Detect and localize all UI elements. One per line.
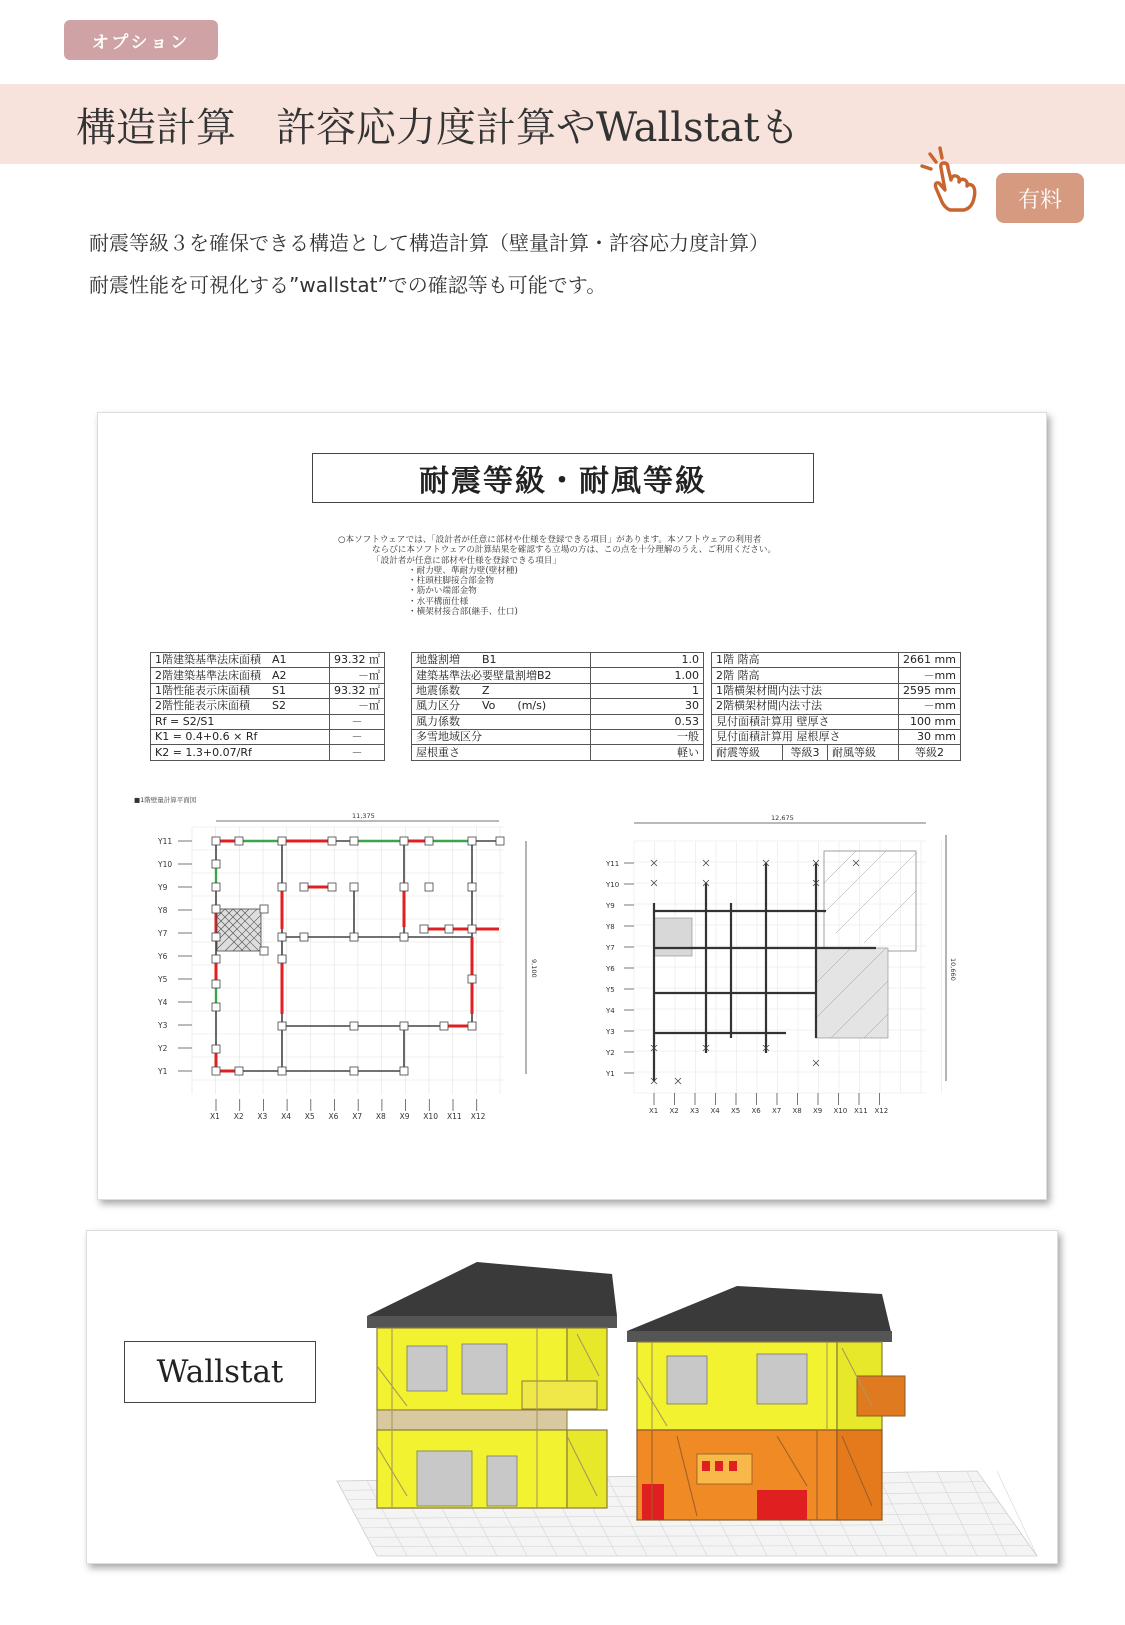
column-node	[212, 860, 220, 868]
y-axis-label: Y3	[158, 1021, 168, 1030]
plan-width-dimension: 11,375	[352, 812, 375, 820]
x-axis-label: X6	[328, 1112, 339, 1121]
column-node	[260, 947, 268, 955]
x-axis-label: X4	[281, 1112, 292, 1121]
column-node	[445, 925, 453, 933]
column-node	[350, 933, 358, 941]
x-axis-label: X1	[210, 1112, 220, 1121]
table-cell: 1階 階高	[712, 653, 899, 668]
column-node	[350, 883, 358, 891]
table-row	[151, 714, 385, 729]
x-axis-label: X9	[813, 1107, 823, 1115]
table-cell: 軽い	[591, 745, 704, 760]
wallstat-3d-model	[337, 1256, 1037, 1556]
y-axis-label: Y4	[158, 998, 168, 1007]
y-axis-label: Y6	[606, 965, 615, 973]
column-node	[212, 837, 220, 845]
table-cell: 100 mm	[899, 714, 961, 729]
table-cell: 見付面積計算用 屋根厚さ	[712, 729, 899, 744]
column-node	[468, 975, 476, 983]
y-axis-label: Y1	[606, 1070, 615, 1078]
column-node	[328, 837, 336, 845]
x-axis-label: X2	[669, 1107, 679, 1115]
plan-depth-dimension: 9,100	[530, 959, 538, 978]
x-axis-label: X2	[233, 1112, 244, 1121]
y-axis-label: Y8	[606, 923, 615, 931]
table-row	[151, 729, 385, 744]
table-cell: －㎡	[330, 699, 385, 714]
column-node	[400, 883, 408, 891]
grade-label: 耐震等級	[712, 745, 783, 760]
x-axis-label: X10	[423, 1112, 438, 1121]
x-axis-label: X8	[375, 1112, 386, 1121]
column-node	[235, 1067, 243, 1075]
table-cell: 2595 mm	[899, 683, 961, 698]
x-axis-label: X9	[399, 1112, 410, 1121]
table-cell: 一般	[591, 729, 704, 744]
x-axis-label: X10	[833, 1107, 848, 1115]
x-axis-label: X5	[731, 1107, 741, 1115]
table-row	[712, 653, 961, 668]
notice-line: ・柱頭柱脚接合部金物	[408, 576, 494, 587]
notice-line: 「設計者が任意に部材や仕様を登録できる項目」	[372, 555, 562, 566]
column-node	[212, 1067, 220, 1075]
table-row	[412, 714, 704, 729]
column-node	[278, 1067, 286, 1075]
table-cell: 93.32 ㎡	[330, 653, 385, 668]
column-node	[212, 955, 220, 963]
table-cell: 93.32 ㎡	[330, 683, 385, 698]
y-axis-label: Y9	[158, 883, 168, 892]
column-node	[425, 837, 433, 845]
x-axis-label: X7	[772, 1107, 782, 1115]
x-axis-label: X3	[257, 1112, 268, 1121]
y-axis-label: Y2	[606, 1049, 615, 1057]
table-cell: 1階性能表示床面積 S1	[151, 683, 330, 698]
column-node	[235, 837, 243, 845]
table-cell: 2階建築基準法床面積 A2	[151, 668, 330, 683]
desc-line: 耐震等級３を確保できる構造として構造計算（壁量計算・許容応力度計算）	[89, 231, 769, 255]
x-axis-label: X5	[304, 1112, 315, 1121]
column-node	[400, 837, 408, 845]
table-cell: －	[330, 745, 385, 760]
table-cell: 0.53	[591, 714, 704, 729]
table-cell: －㎡	[330, 668, 385, 683]
table-row	[151, 683, 385, 698]
grade-value: 等級2	[899, 745, 961, 760]
load-factor-table	[411, 652, 704, 761]
table-cell: 多雪地域区分	[412, 729, 591, 744]
table-cell: 1階建築基準法床面積 A1	[151, 653, 330, 668]
column-node	[212, 933, 220, 941]
table-cell: K1 = 0.4+0.6 × Rf	[151, 729, 330, 744]
page-title: 構造計算 許容応力度計算やWallstatも	[76, 105, 800, 151]
plan-depth-dimension: 10,660	[949, 958, 957, 981]
y-axis-label: Y5	[158, 975, 168, 984]
column-node	[212, 883, 220, 891]
wallstat-panel	[86, 1230, 1058, 1564]
column-node	[300, 883, 308, 891]
y-axis-label: Y2	[158, 1044, 168, 1053]
x-axis-label: X1	[649, 1107, 659, 1115]
table-cell: 風力係数	[412, 714, 591, 729]
pointing-hand-icon	[918, 144, 990, 216]
table-cell: 1.00	[591, 668, 704, 683]
column-node	[212, 905, 220, 913]
column-node	[468, 925, 476, 933]
notice-line: ・筋かい端部金物	[408, 586, 477, 597]
desc-line: 耐震性能を可視化する”wallstat”での確認等も可能です。	[89, 273, 607, 297]
table-cell: 1階横架材間内法寸法	[712, 683, 899, 698]
column-node	[468, 1022, 476, 1030]
table-row	[412, 745, 704, 760]
table-row	[412, 729, 704, 744]
table-cell: 2階性能表示床面積 S2	[151, 699, 330, 714]
table-cell: 地盤割増 B1	[412, 653, 591, 668]
x-axis-label: X12	[874, 1107, 889, 1115]
table-row	[712, 745, 961, 760]
table-cell: 地震係数 Z	[412, 683, 591, 698]
y-axis-label: Y10	[606, 881, 620, 889]
table-cell: －mm	[899, 668, 961, 683]
table-row	[712, 699, 961, 714]
table-cell: K2 = 1.3+0.07/Rf	[151, 745, 330, 760]
notice-line: ・水平構面仕様	[408, 596, 469, 607]
column-node	[278, 955, 286, 963]
table-cell: 1	[591, 683, 704, 698]
column-node	[440, 1022, 448, 1030]
column-node	[278, 837, 286, 845]
table-row	[712, 729, 961, 744]
wallstat-label: Wallstat	[124, 1341, 316, 1403]
column-node	[260, 905, 268, 913]
column-node	[350, 1022, 358, 1030]
x-axis-label: X7	[352, 1112, 363, 1121]
column-node	[278, 883, 286, 891]
y-axis-label: Y1	[158, 1067, 168, 1076]
notice-line: ならびに本ソフトウェアの計算結果を確認する立場の方は、この点を十分理解のうえ、ご利用ください。	[372, 545, 777, 556]
column-node	[350, 837, 358, 845]
table-row	[412, 668, 704, 683]
calculation-sheet-panel	[97, 412, 1047, 1200]
column-node	[468, 883, 476, 891]
grade-value: 等級3	[783, 745, 828, 760]
table-row	[151, 653, 385, 668]
column-node	[468, 837, 476, 845]
y-axis-label: Y10	[158, 860, 173, 869]
software-notice	[338, 535, 838, 617]
table-cell: 2階横架材間内法寸法	[712, 699, 899, 714]
column-node	[420, 925, 428, 933]
table-row	[412, 699, 704, 714]
y-axis-label: Y5	[606, 986, 615, 994]
x-axis-label: X6	[751, 1107, 761, 1115]
table-cell: 30	[591, 699, 704, 714]
story-height-table	[711, 652, 961, 761]
x-axis-label: X4	[710, 1107, 720, 1115]
column-node	[425, 883, 433, 891]
notice-line: ○本ソフトウェアでは、「設計者が任意に部材や仕様を登録できる項目」があります。本ソフトウェアの利用者	[338, 535, 762, 545]
column-node	[278, 1022, 286, 1030]
table-cell: 2階 階高	[712, 668, 899, 683]
grade-label: 耐風等級	[828, 745, 899, 760]
x-axis-label: X11	[447, 1112, 462, 1121]
table-cell: －mm	[899, 699, 961, 714]
plan-label: ■1階壁量計算平面図	[134, 796, 197, 804]
table-cell: 2661 mm	[899, 653, 961, 668]
table-cell: 風力区分 Vo (m/s)	[412, 699, 591, 714]
column-node	[400, 1067, 408, 1075]
table-row	[151, 668, 385, 683]
notice-line: ・耐力壁、準耐力壁(壁材種)	[408, 565, 518, 576]
table-cell: 屋根重さ	[412, 745, 591, 760]
notice-line: ・横架材接合部(継手、仕口)	[408, 607, 518, 618]
table-row	[412, 653, 704, 668]
column-node	[212, 980, 220, 988]
y-axis-label: Y9	[606, 902, 615, 910]
plan-width-dimension: 12,675	[771, 814, 794, 822]
sheet-heading: 耐震等級・耐風等級	[312, 453, 814, 503]
column-node	[212, 1045, 220, 1053]
table-cell: 見付面積計算用 壁厚さ	[712, 714, 899, 729]
table-row	[712, 714, 961, 729]
column-node	[400, 933, 408, 941]
x-axis-label: X8	[792, 1107, 802, 1115]
table-cell: 1.0	[591, 653, 704, 668]
column-node	[400, 1022, 408, 1030]
y-axis-label: Y6	[158, 952, 168, 961]
column-node	[350, 1067, 358, 1075]
table-cell: 建築基準法必要壁量割増B2	[412, 668, 591, 683]
column-node	[212, 1003, 220, 1011]
table-cell: －	[330, 729, 385, 744]
column-node	[278, 933, 286, 941]
y-axis-label: Y7	[158, 929, 168, 938]
table-row	[151, 745, 385, 760]
x-axis-label: X12	[470, 1112, 486, 1121]
table-row	[712, 683, 961, 698]
y-axis-label: Y11	[606, 860, 620, 868]
table-row	[151, 699, 385, 714]
table-row	[412, 683, 704, 698]
first-floor-wall-plan	[154, 809, 554, 1139]
table-cell: 30 mm	[899, 729, 961, 744]
y-axis-label: Y11	[158, 837, 173, 846]
y-axis-label: Y3	[606, 1028, 615, 1036]
paid-badge: 有料	[996, 173, 1084, 223]
column-node	[328, 883, 336, 891]
column-node	[300, 933, 308, 941]
structural-frame-plan	[606, 814, 966, 1128]
table-row	[712, 668, 961, 683]
option-tag: オプション	[64, 20, 218, 60]
y-axis-label: Y4	[606, 1007, 615, 1015]
table-cell: －	[330, 714, 385, 729]
description	[89, 222, 769, 306]
y-axis-label: Y8	[158, 906, 168, 915]
y-axis-label: Y7	[606, 944, 615, 952]
column-node	[496, 837, 504, 845]
x-axis-label: X11	[854, 1107, 868, 1115]
table-cell: Rf = S2/S1	[151, 714, 330, 729]
floor-area-table	[150, 652, 385, 761]
x-axis-label: X3	[690, 1107, 700, 1115]
